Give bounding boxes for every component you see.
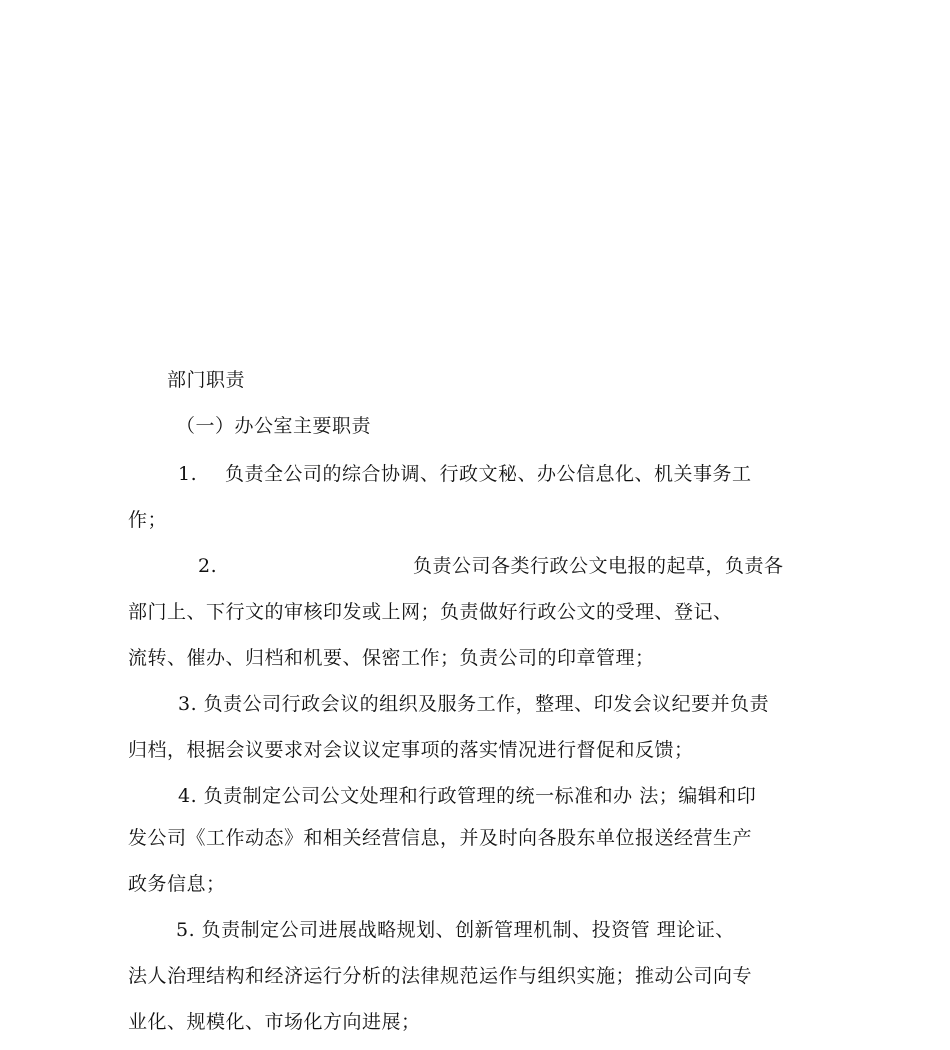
item-5-line-1: 5. 负责制定公司进展战略规划、创新管理机制、投资管 理论证、 [176,919,735,941]
item-2-line-2: 部门上、下行文的审核印发或上网；负责做好行政公文的受理、登记、 [128,601,733,623]
item-2-number: 2. [198,555,218,577]
item-3-line-2: 归档，根据会议要求对会议议定事项的落实情况进行督促和反馈； [128,739,694,761]
item-4-line-3: 政务信息； [128,873,226,895]
item-1-number: 1. [178,463,198,485]
item-2-line-3: 流转、催办、归档和机要、保密工作；负责公司的印章管理； [128,647,655,669]
item-1-line-1: 负责全公司的综合协调、行政文秘、办公信息化、机关事务工 [225,463,752,485]
item-5-line-2: 法人治理结构和经济运行分析的法律规范运作与组织实施；推动公司向专 [128,965,753,987]
item-5-line-3: 业化、规模化、市场化方向进展； [128,1011,421,1033]
item-1-line-2: 作； [128,509,168,531]
page-heading: 部门职责 [167,369,246,391]
item-4-line-2: 发公司《工作动态》和相关经营信息，并及时向各股东单位报送经营生产 [128,827,753,849]
item-4-line-1: 4. 负责制定公司公文处理和行政管理的统一标准和办 法；编辑和印 [178,785,757,807]
section-title: （一）办公室主要职责 [176,415,372,437]
item-3-line-1: 3. 负责公司行政会议的组织及服务工作，整理、印发会议纪要并负责 [178,693,770,715]
item-2-line-1: 负责公司各类行政公文电报的起草，负责各 [413,555,784,577]
